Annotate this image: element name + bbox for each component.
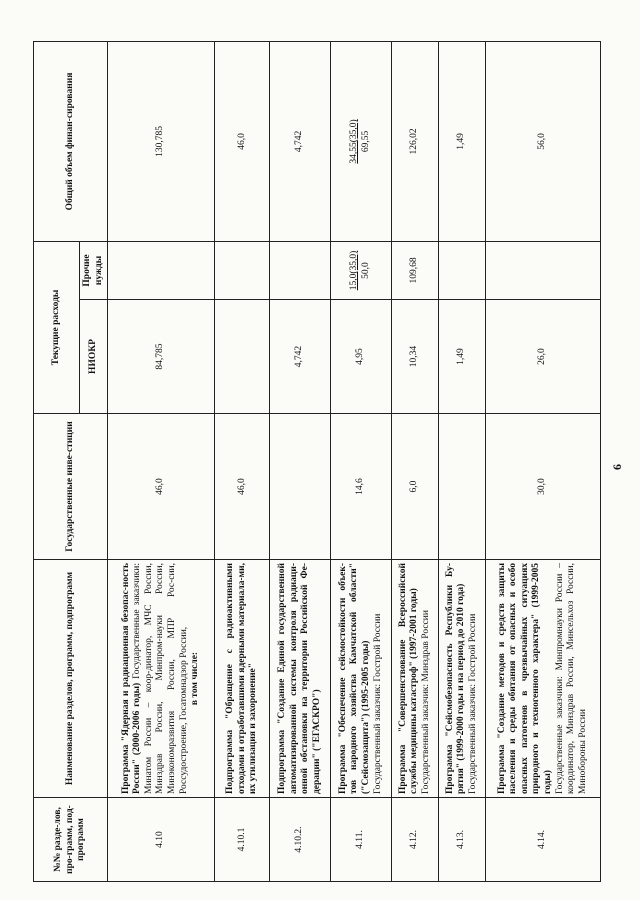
table-row	[270, 41, 330, 881]
other-top: 15,0(35,0)	[349, 250, 360, 291]
row-investments: 14,6	[330, 414, 391, 560]
row-customer: Государственный заказчик: Госстрой России	[467, 613, 478, 794]
row-num: 4.12.	[392, 798, 439, 882]
header-other: Прочие нужды	[80, 241, 108, 299]
row-investments: 46,0	[108, 414, 215, 560]
header-current: Текущие расходы	[34, 241, 80, 413]
row-investments: 6,0	[392, 414, 439, 560]
row-customer: Государственный заказчик: Госстрой России	[372, 613, 383, 794]
row-num: 4.13.	[439, 798, 486, 882]
row-other	[439, 241, 486, 299]
table-row	[392, 41, 439, 881]
row-niokr: 4,742	[270, 300, 330, 414]
row-niokr: 26,0	[486, 300, 601, 414]
row-num: 4.10.1	[215, 798, 270, 882]
row-niokr: 10,34	[392, 300, 439, 414]
row-niokr: 1,49	[439, 300, 486, 414]
row-customer: Государственный заказчик: Минздрав России	[420, 610, 431, 794]
row-other	[486, 241, 601, 299]
row-num: 4.11.	[330, 798, 391, 882]
row-num: 4.10	[108, 798, 215, 882]
other-bottom: 50,0	[360, 262, 371, 279]
row-title: Программа "Создание методов и средств защиты населения и среды обитания от опасных и особо опасных патогенов в чрезвычайных ситуациях природного и техногенного характера" (1999-2005 годы)	[496, 563, 554, 794]
row-customer: Государственные заказчики: Минатом России – коор-динатор, МЧС России, Минздрав России, Минпром-науки России, Минэкономразвития России, МПР Рос-сии, Россудостроение, Госатомнадзор России,	[132, 563, 189, 794]
programs-table	[33, 41, 601, 882]
row-customer: Государственные заказчики: Минпромнауки России – координатор, Минздрав России, Минсельхоз России, Минобороны России	[554, 563, 588, 794]
table-row	[330, 41, 391, 881]
row-other: 109,68	[392, 241, 439, 299]
row-investments	[439, 414, 486, 560]
row-title: Программа "Сейсмобезопасность Республики Бу-рятия" (1999-2000 годы и на период до 2010 года)	[444, 563, 467, 794]
row-total: 1,49	[439, 41, 486, 241]
row-name	[215, 560, 270, 798]
row-other	[270, 241, 330, 299]
row-investments	[270, 414, 330, 560]
row-title: Программа "Совершенствование Всероссийской службы медицины катастроф" (1997-2001 годы)	[397, 563, 420, 794]
row-title: Подпрограмма "Обращение с радиоактивными отходами и отработавшими ядерными материала-ми, их утилизация и захоронение"	[224, 563, 259, 794]
row-total: 4,742	[270, 41, 330, 241]
row-name	[486, 560, 601, 798]
row-name	[392, 560, 439, 798]
row-niokr	[215, 300, 270, 414]
header-investments: Государственные инве-стиции	[34, 414, 108, 560]
row-num: 4.14.	[486, 798, 601, 882]
table-row	[439, 41, 486, 881]
row-name	[330, 560, 391, 798]
row-total: 126,02	[392, 41, 439, 241]
row-title: Программа "Обеспечение сейсмостойкости объек-тов народного хозяйства Камчатской области" ("Сейсмозащита") (1995-2005 годы)	[337, 563, 371, 794]
other-fraction	[349, 251, 372, 291]
row-niokr: 84,785	[108, 300, 215, 414]
row-investments: 30,0	[486, 414, 601, 560]
row-total	[330, 41, 391, 241]
row-name	[108, 560, 215, 798]
row-other	[108, 241, 215, 299]
page-number: 6	[610, 464, 624, 470]
row-title: Программа "Ядерная и радиационная безопас-ность России" (2000-2006 годы)	[120, 563, 143, 794]
row-title: Подпрограмма "Создание Единой государственной автоматизированной системы контроля радиаци-онной обстановки на территории Российской Фе-дерации" ("ЕГАСКРО")	[277, 563, 322, 794]
header-name: Наименование разделов, программ, подпрограмм	[34, 560, 108, 798]
row-other	[330, 241, 391, 299]
total-top: 34,55(35,0)	[349, 119, 360, 164]
row-num: 4.10.2.	[270, 798, 330, 882]
header-row	[34, 41, 80, 881]
row-niokr: 4,95	[330, 300, 391, 414]
row-note: в том числе:	[190, 651, 201, 706]
row-name	[439, 560, 486, 798]
row-total: 46,0	[215, 41, 270, 241]
header-num: №№ разде-лов, про-грамм, под-программ	[34, 798, 108, 882]
header-total: Общий объем финан-сирования	[34, 41, 108, 241]
table-row	[108, 41, 215, 881]
header-niokr: НИОКР	[80, 300, 108, 414]
row-total: 130,785	[108, 41, 215, 241]
row-other	[215, 241, 270, 299]
row-total: 56,0	[486, 41, 601, 241]
total-bottom: 69,55	[360, 130, 371, 153]
row-name	[270, 560, 330, 798]
row-investments: 46,0	[215, 414, 270, 560]
table-row	[215, 41, 270, 881]
table-row	[486, 41, 601, 881]
total-fraction	[349, 119, 372, 163]
